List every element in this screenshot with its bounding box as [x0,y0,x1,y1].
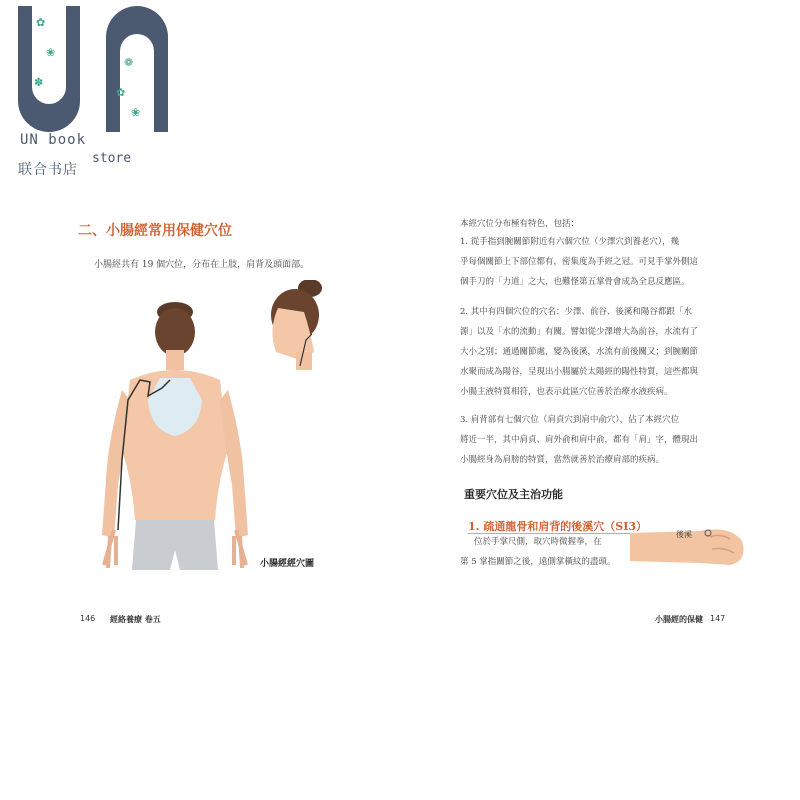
logo-letter-u [18,6,80,132]
section-title: 二、小腸經常用保健穴位 [78,223,232,239]
back-view-figure [102,302,248,570]
acupoint-description: 位於手掌尺側，取穴時微握拳，在 第 5 掌指關節之後，遠側掌橫紋的盡頭。 [460,537,616,567]
left-page [70,210,400,630]
hand-label: 後溪 [676,530,692,539]
acupoint-heading: 1. 疏通龍骨和肩背的後溪穴（SI3） [468,520,648,533]
page-number-left: 146 [80,614,96,623]
running-title-right: 小腸經的保健 [655,615,703,624]
hand-illustration [630,513,750,573]
logo-text-chinese: 联合书店 [18,162,78,178]
paragraph-2: 2. 其中有四個穴位的穴名：少澤、前谷、後溪和陽谷都跟「水 源」以及「水的流動」有關。譬如從少澤增大為前谷，水流有了 大小之別；通過關節處，變為後溪，水流有前後關又；到腕關節 水聚而成為陽谷，呈現出小腸屬於太陽經的陽性特質，這些都與 小腸主液特質相符，也表示此區穴位善於治療水液疾病。 [460,307,699,397]
logo-text-store: store [92,151,132,166]
right-page [460,210,750,630]
page-number-right: 147 [710,614,726,623]
running-title-left: 經絡養療 卷五 [110,615,161,624]
meridian-figure [100,280,360,580]
logo-text-un-book: UN book [20,132,87,148]
intro-text: 小腸經共有 19 個穴位，分布在上肢，肩背及頭面部。 [94,260,310,270]
paragraph-1: 1. 從手指到腕關節附近有六個穴位（少澤穴到養老穴），幾 乎每個關節上下部位都有，密集度為手經之冠。可見手掌外側這 個手刀的「力道」之大，也難怪第五掌骨會成為全息反應區。 [460,237,699,287]
store-logo: ✿ ❀ ✽ ❁ ✿ ❀ UN book store 联合书店 [16,6,176,181]
paragraph-3: 3. 肩背部有七個穴位（肩貞穴到肩中俞穴），佔了本經穴位 將近一半，其中肩貞、肩外俞和肩中俞，都有「肩」字，體現出 小腸經身為肩膀的特質，當然就善於治療肩部的疾病。 [460,415,699,465]
paragraph-intro: 本經穴位分布極有特色，包括： [460,219,580,229]
important-points-heading: 重要穴位及主治功能 [464,488,563,501]
side-head-figure [271,280,322,370]
figure-caption: 小腸經經穴圖 [260,559,315,569]
